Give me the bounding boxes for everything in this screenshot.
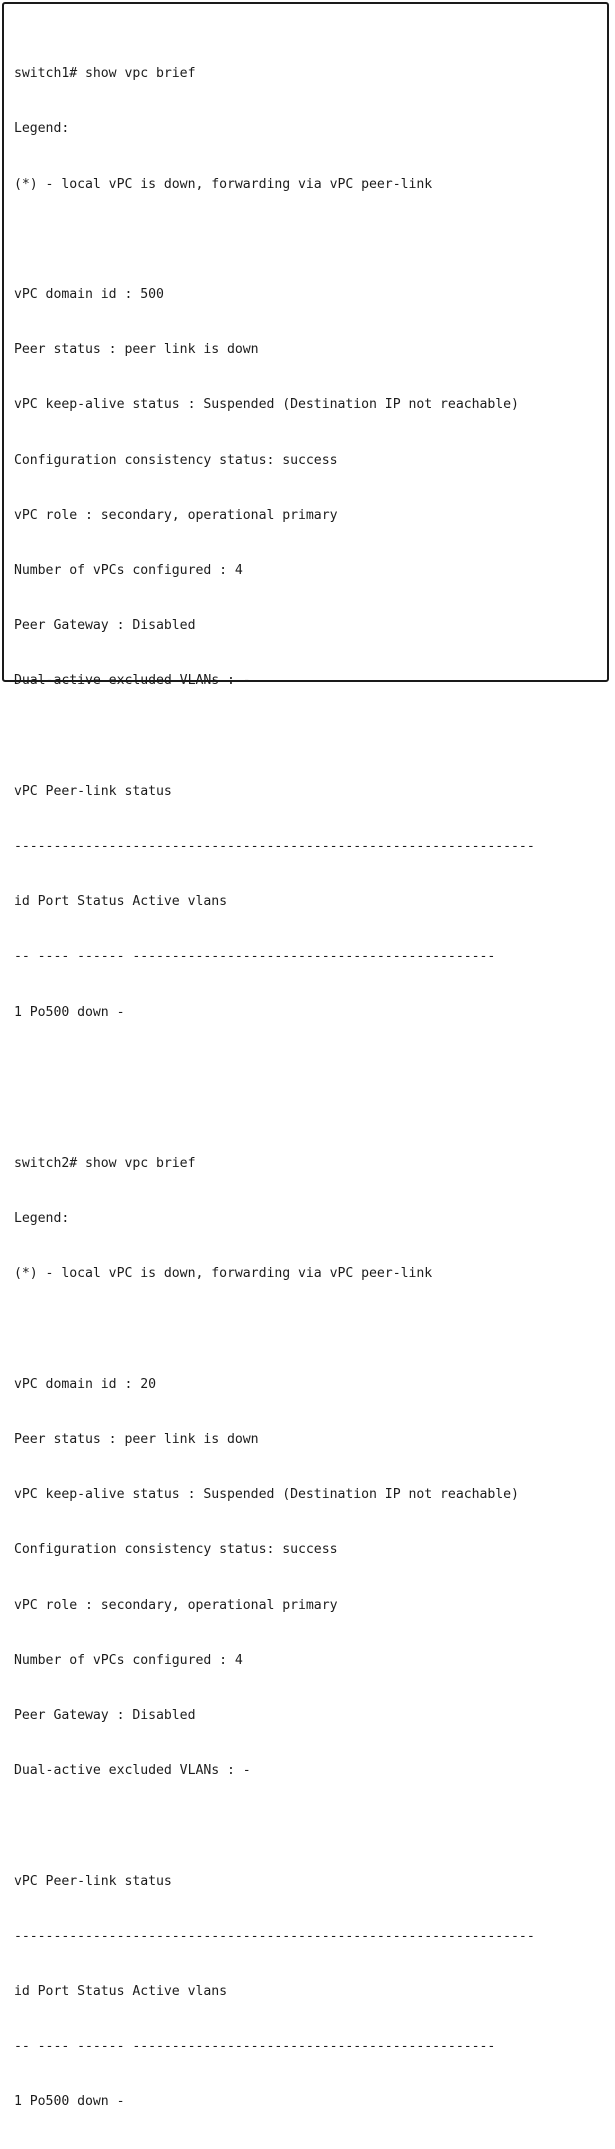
consistency-status: Configuration consistency status: success [14, 452, 338, 468]
peer-link-status-heading: vPC Peer-link status [14, 783, 172, 799]
peer-status: Peer status : peer link is down [14, 1431, 259, 1447]
cli-prompt-command: switch2# show vpc brief [14, 1155, 196, 1171]
dual-active-vlans: Dual-active excluded VLANs : - [14, 673, 251, 689]
terminal-text [14, 10, 603, 2149]
separator-line: ------------------------------------------------------------------ [14, 1928, 535, 1944]
keepalive-status: vPC keep-alive status : Suspended (Destination IP not reachable) [14, 1487, 519, 1503]
blank-line [14, 1321, 603, 1339]
separator-line: ------------------------------------------------------------------ [14, 839, 535, 855]
blank-line [14, 728, 603, 746]
block-spacer [14, 1077, 603, 1081]
peer-status: Peer status : peer link is down [14, 342, 259, 358]
blank-line [14, 231, 603, 249]
peer-gateway: Peer Gateway : Disabled [14, 618, 196, 634]
keepalive-status: vPC keep-alive status : Suspended (Destination IP not reachable) [14, 397, 519, 413]
table-header: id Port Status Active vlans [14, 894, 228, 910]
vpcs-configured: Number of vPCs configured : 4 [14, 563, 243, 579]
peer-gateway: Peer Gateway : Disabled [14, 1707, 196, 1723]
table-row: 1 Po500 down - [14, 2094, 125, 2110]
legend-text: (*) - local vPC is down, forwarding via vPC peer-link [14, 1266, 433, 1282]
cli-prompt-command: switch1# show vpc brief [14, 66, 196, 82]
peer-link-status-heading: vPC Peer-link status [14, 1873, 172, 1889]
vpc-domain-id: vPC domain id : 20 [14, 1376, 157, 1392]
table-header-underline: -- ---- ------ ---------------------------------------------- [14, 2039, 496, 2055]
vpc-domain-id: vPC domain id : 500 [14, 287, 164, 303]
cli-output-panel [2, 2, 609, 2110]
legend-text: (*) - local vPC is down, forwarding via vPC peer-link [14, 176, 433, 192]
legend-heading: Legend: [14, 1211, 70, 1227]
vpc-role: vPC role : secondary, operational primary [14, 1597, 338, 1613]
dual-active-vlans: Dual-active excluded VLANs : - [14, 1763, 251, 1779]
legend-heading: Legend: [14, 121, 70, 137]
table-row: 1 Po500 down - [14, 1004, 125, 1020]
blank-line [14, 1817, 603, 1835]
vpcs-configured: Number of vPCs configured : 4 [14, 1652, 243, 1668]
table-header-underline: -- ---- ------ ---------------------------------------------- [14, 949, 496, 965]
consistency-status: Configuration consistency status: success [14, 1542, 338, 1558]
table-header: id Port Status Active vlans [14, 1983, 228, 1999]
vpc-role: vPC role : secondary, operational primary [14, 507, 338, 523]
